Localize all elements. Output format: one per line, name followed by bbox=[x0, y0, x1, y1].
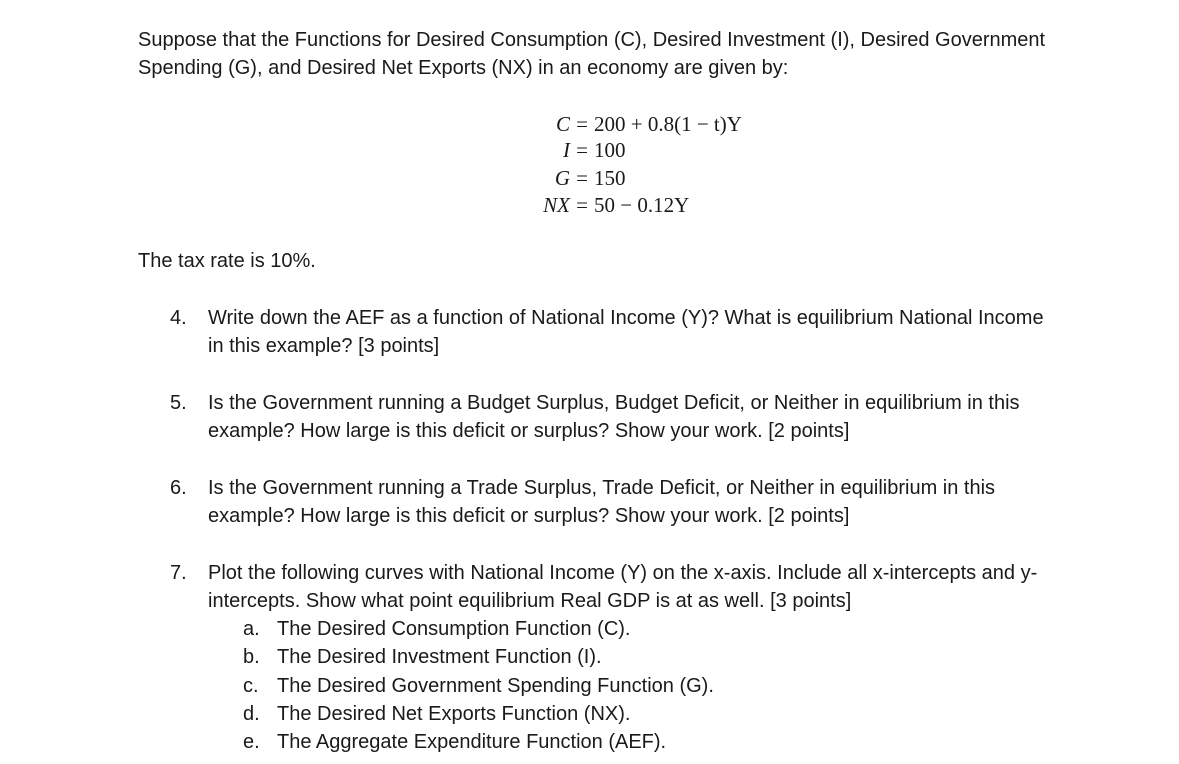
subitem-a bbox=[243, 615, 943, 643]
question-number: 6. bbox=[170, 477, 187, 499]
subitem-d bbox=[243, 700, 943, 728]
equation-consumption bbox=[420, 110, 760, 138]
subitem-text: The Aggregate Expenditure Function (AEF). bbox=[277, 731, 667, 753]
equation-government bbox=[420, 164, 760, 192]
intro-paragraph: Suppose that the Functions for Desired Consumption (C), Desired Investment (I), Desired Government Spending (G), and Desired Net Exports (NX) in an economy are given by: bbox=[138, 29, 1046, 79]
question-text: Is the Government running a Trade Surplus, Trade Deficit, or Neither in equilibrium in this example? How large is this deficit or surplus? Show your work. [2 points] bbox=[208, 477, 996, 527]
subitem-b bbox=[243, 643, 943, 671]
question-text: Is the Government running a Budget Surplus, Budget Deficit, or Neither in equilibrium in this example? How large is this deficit or surplus? Show your work. [2 points] bbox=[208, 392, 1020, 442]
question-text: Plot the following curves with National Income (Y) on the x-axis. Include all x-intercepts and y-intercepts. Show what point equilibrium Real GDP is at as well. [3 points] bbox=[208, 562, 1038, 612]
equation-rhs: 50 − 0.12Y bbox=[594, 193, 690, 217]
question-number: 7. bbox=[170, 562, 187, 584]
subitem-letter: c. bbox=[243, 675, 259, 697]
equation-rhs: 100 bbox=[594, 138, 626, 162]
subitem-e bbox=[243, 728, 943, 756]
subitem-letter: b. bbox=[243, 646, 260, 668]
equation-lhs: G bbox=[554, 166, 570, 190]
subitem-text: The Desired Net Exports Function (NX). bbox=[277, 703, 631, 725]
equation-rhs bbox=[594, 110, 742, 138]
equation-lhs: NX bbox=[543, 193, 570, 217]
question-number: 5. bbox=[170, 392, 187, 414]
equals-sign: = bbox=[576, 166, 588, 190]
equals-sign: = bbox=[576, 138, 588, 162]
equals-sign: = bbox=[576, 112, 588, 136]
equation-lhs: I bbox=[563, 138, 570, 162]
subitem-letter: a. bbox=[243, 618, 260, 640]
question-number: 4. bbox=[170, 307, 187, 329]
equation-lhs: C bbox=[555, 112, 570, 136]
subitem-letter: d. bbox=[243, 703, 260, 725]
equation-investment bbox=[420, 136, 760, 164]
equation-rhs: 150 bbox=[594, 166, 626, 190]
question-text: Write down the AEF as a function of National Income (Y)? What is equilibrium National Income in this example? [3 points] bbox=[208, 307, 1044, 357]
subitem-letter: e. bbox=[243, 731, 260, 753]
subitem-text: The Desired Government Spending Function (G). bbox=[277, 675, 714, 697]
equation-rhs-text: 200 + 0.8(1 − t)Y bbox=[594, 112, 742, 136]
subitem-text: The Desired Consumption Function (C). bbox=[277, 618, 631, 640]
subitem-text: The Desired Investment Function (I). bbox=[277, 646, 602, 668]
subitem-c bbox=[243, 672, 943, 700]
tax-rate-statement: The tax rate is 10%. bbox=[138, 250, 316, 272]
equals-sign: = bbox=[576, 193, 588, 217]
equation-net-exports bbox=[420, 191, 760, 219]
